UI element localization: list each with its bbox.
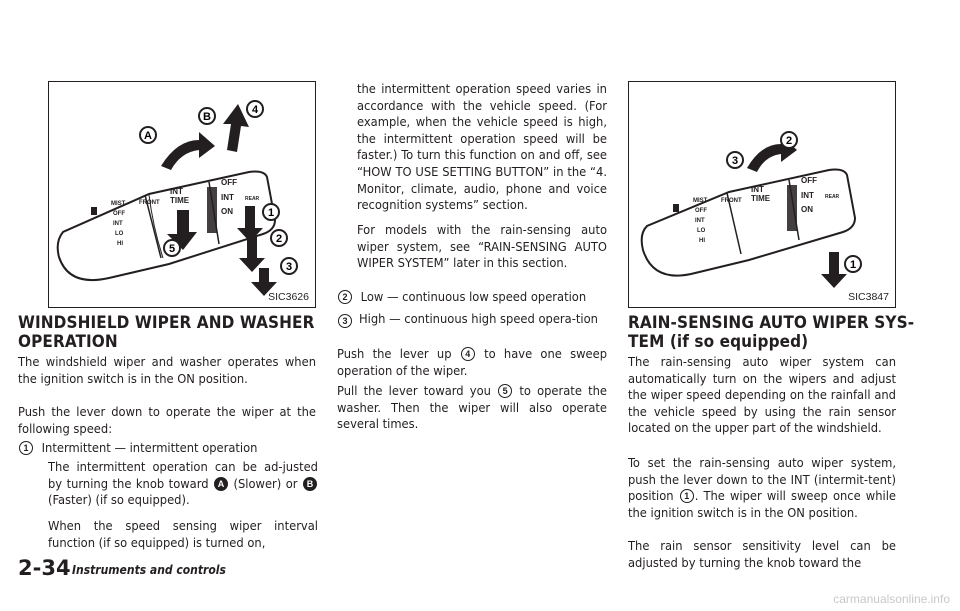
letter-b-icon: B	[303, 477, 317, 491]
stalk-mist: MIST	[693, 198, 708, 204]
text: to operate the washer. Then the wiper will also operate several times.	[337, 384, 607, 433]
figure-wiper-lever	[48, 81, 316, 308]
callout-5: 5	[168, 243, 176, 255]
stalk-int3: INT	[801, 191, 814, 200]
figure-rain-sensing-lever	[628, 81, 896, 308]
paragraph: For models with the rain-sensing auto wiper system, see “RAIN-SENSING AUTO WIPER SYSTEM” later in this section.	[357, 223, 607, 272]
stalk-rear: REAR	[245, 196, 260, 202]
text: to have one sweep operation of the wiper.	[337, 347, 608, 379]
stalk-off2: OFF	[221, 178, 237, 187]
text: To set the rain-sensing auto wiper system, push the lever down to the INT (intermit-tent) position	[628, 456, 896, 505]
figure-code: SIC3626	[268, 291, 309, 303]
section-heading-wiper	[18, 314, 318, 352]
callout-3: 3	[285, 261, 293, 273]
paragraph	[628, 456, 896, 522]
stalk-on: ON	[221, 207, 233, 216]
callout-b: B	[203, 111, 211, 123]
section-heading-rain-sensing	[628, 314, 928, 352]
list-item-text: Low — continuous low speed operation	[360, 290, 587, 305]
section-name: Instruments and controls	[72, 563, 226, 577]
stalk-int2: INT	[170, 187, 183, 196]
stalk-time: TIME	[170, 196, 190, 205]
stalk-hi: HI	[699, 238, 705, 244]
list-item	[337, 290, 607, 307]
callout-1: 1	[849, 259, 857, 271]
paragraph: When the speed sensing wiper interval function (if so equipped) is turned on,	[48, 519, 318, 551]
watermark: carmanualsonline.info	[833, 592, 950, 606]
callout-4: 4	[251, 104, 259, 116]
stalk-on: ON	[801, 205, 813, 214]
heading-line: RAIN-SENSING AUTO WIPER SYS-	[628, 313, 915, 333]
letter-a-icon: A	[214, 477, 228, 491]
stalk-front: FRONT	[139, 200, 160, 206]
figure-code: SIC3847	[848, 291, 889, 303]
text: (Faster) (if so equipped).	[48, 493, 190, 509]
text: The intermittent operation can be ad-justed by turning the knob toward	[48, 460, 318, 492]
stalk-int: INT	[695, 218, 705, 224]
stalk-off: OFF	[113, 211, 125, 217]
stalk-mist: MIST	[111, 201, 126, 207]
number-3-icon: 3	[338, 314, 352, 328]
list-item	[18, 441, 318, 458]
paragraph	[337, 347, 607, 380]
callout-2: 2	[275, 233, 283, 245]
page-number: 2-34	[18, 556, 71, 580]
stalk-front: FRONT	[721, 198, 742, 204]
callout-1: 1	[267, 207, 275, 219]
stalk-rear: REAR	[825, 194, 840, 200]
heading-line: OPERATION	[18, 332, 118, 352]
stalk-int: INT	[113, 221, 123, 227]
number-1-icon: 1	[680, 489, 694, 503]
stalk-time: TIME	[751, 194, 771, 203]
rain-sensing-lever-illustration	[629, 82, 897, 309]
stalk-hi: HI	[117, 241, 123, 247]
text: . The wiper will sweep once while the ignition switch is in the ON position.	[628, 489, 897, 521]
text: Push the lever up	[337, 347, 452, 362]
list-item-title: Intermittent — intermittent operation	[41, 441, 258, 456]
text: (Slower) or	[233, 476, 298, 492]
wiper-lever-illustration	[49, 82, 317, 309]
number-5-icon: 5	[498, 384, 512, 398]
paragraph: Push the lever down to operate the wiper at the following speed:	[18, 405, 316, 437]
list-item	[337, 312, 607, 329]
paragraph	[337, 384, 607, 434]
stalk-off: OFF	[695, 208, 707, 214]
callout-3: 3	[731, 155, 739, 167]
number-4-icon: 4	[461, 347, 475, 361]
number-2-icon: 2	[338, 290, 352, 304]
list-item-text: High — continuous high speed opera-tion	[359, 312, 598, 327]
paragraph: The rain sensor sensitivity level can be adjusted by turning the knob toward the	[628, 539, 896, 571]
paragraph: the intermittent operation speed varies in accordance with the vehicle speed. (For example, when the vehicle speed is high, the intermittent operation speed will be faster.) To turn this function on and off, see “HOW TO USE SETTING BUTTON” in the “4. Monitor, climate, audio, phone and voice recognition systems” section.	[357, 82, 607, 214]
stalk-lo: LO	[697, 228, 706, 234]
text: Pull the lever toward you	[337, 384, 491, 399]
paragraph: The rain-sensing auto wiper system can automatically turn on the wipers and adjust the wiper speed depending on the rainfall and the vehicle speed by using the rain sensor located on the upper part of the windshield.	[628, 355, 896, 437]
stalk-lo: LO	[115, 231, 124, 237]
number-1-icon: 1	[19, 441, 33, 455]
stalk-off2: OFF	[801, 176, 817, 185]
heading-line: WINDSHIELD WIPER AND WASHER	[18, 313, 315, 333]
callout-2: 2	[785, 135, 793, 147]
stalk-int2: INT	[751, 185, 764, 194]
stalk-int3: INT	[221, 193, 234, 202]
paragraph: The windshield wiper and washer operates when the ignition switch is in the ON position.	[18, 355, 316, 387]
callout-a: A	[144, 130, 152, 142]
paragraph	[48, 460, 318, 510]
heading-line: TEM (if so equipped)	[628, 332, 809, 352]
